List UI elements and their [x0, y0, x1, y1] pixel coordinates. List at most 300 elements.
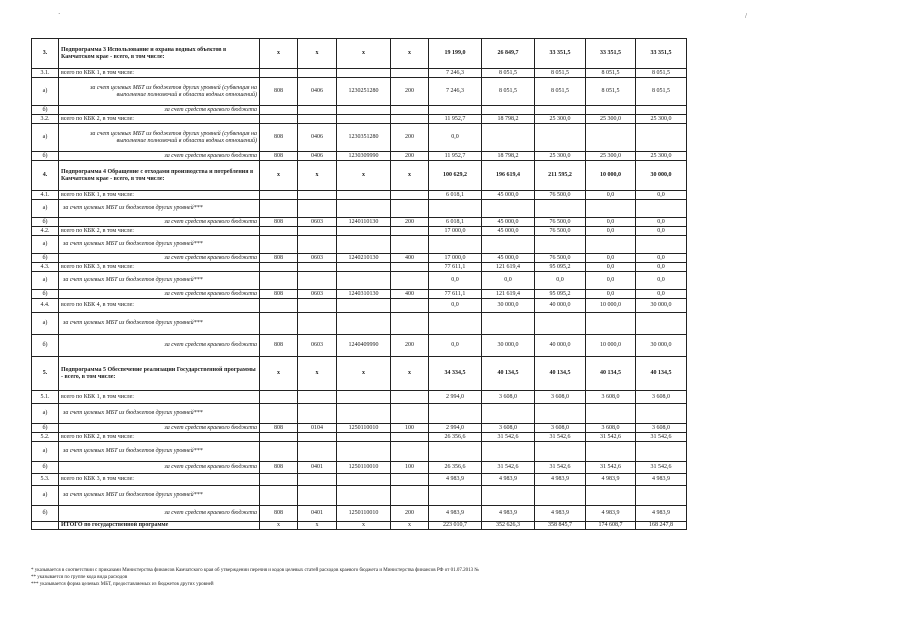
budget-table-page — [31, 38, 687, 530]
cell-csr: 1250110010 — [337, 424, 391, 433]
scan-speck: · — [58, 10, 61, 18]
cell-v4: 8 051,5 — [586, 78, 636, 106]
cell-v3: 95 095,2 — [535, 290, 586, 299]
cell-rz — [298, 69, 337, 78]
cell-v4: 10 000,0 — [586, 299, 636, 313]
cell-v4: 25 300,0 — [586, 115, 636, 124]
cell-v2 — [482, 404, 535, 424]
cell-v5 — [636, 124, 687, 152]
cell-num: б) — [32, 335, 59, 357]
cell-v3: 4 983,9 — [535, 506, 586, 522]
cell-csr: x — [337, 161, 391, 191]
cell-name: за счет целевых МБТ из бюджетов других уровней*** — [59, 272, 260, 290]
cell-grbs — [260, 191, 298, 200]
cell-v1: 7 246,3 — [429, 78, 482, 106]
cell-vr — [391, 200, 429, 218]
cell-name: Подпрограмма 5 Обеспечение реализации Государственной программы - всего, в том числе: — [59, 357, 260, 391]
footnote-3: *** указывается форма целевых МБТ, предоставляемых из бюджетов других уровней — [31, 582, 214, 587]
cell-v1: 26 356,6 — [429, 462, 482, 474]
cell-v3: 76 500,0 — [535, 191, 586, 200]
table-row — [32, 263, 687, 272]
cell-csr — [337, 263, 391, 272]
cell-name: за счет средств краевого бюджета — [59, 254, 260, 263]
cell-v5 — [636, 442, 687, 462]
cell-grbs: 808 — [260, 78, 298, 106]
cell-rz: 0406 — [298, 124, 337, 152]
table-row — [32, 313, 687, 335]
cell-v3: 31 542,6 — [535, 433, 586, 442]
cell-vr — [391, 263, 429, 272]
cell-v4: 31 542,6 — [586, 433, 636, 442]
cell-v3 — [535, 442, 586, 462]
cell-vr: 200 — [391, 218, 429, 227]
cell-csr — [337, 236, 391, 254]
cell-rz: 0603 — [298, 290, 337, 299]
cell-v2 — [482, 313, 535, 335]
cell-vr: x — [391, 522, 429, 530]
cell-grbs: x — [260, 39, 298, 69]
cell-grbs: 808 — [260, 462, 298, 474]
cell-grbs — [260, 115, 298, 124]
cell-csr — [337, 442, 391, 462]
cell-v1: 11 952,7 — [429, 152, 482, 161]
cell-num: б) — [32, 424, 59, 433]
cell-num: б) — [32, 152, 59, 161]
table-row — [32, 299, 687, 313]
cell-name: за счет средств краевого бюджета — [59, 424, 260, 433]
cell-rz: 0603 — [298, 254, 337, 263]
cell-v4: 33 351,5 — [586, 39, 636, 69]
cell-grbs: 808 — [260, 254, 298, 263]
table-row — [32, 152, 687, 161]
cell-v2: 18 798,2 — [482, 152, 535, 161]
cell-v4 — [586, 106, 636, 115]
cell-num: а) — [32, 124, 59, 152]
cell-rz: x — [298, 522, 337, 530]
cell-v3: 40 134,5 — [535, 357, 586, 391]
cell-vr — [391, 486, 429, 506]
cell-rz — [298, 263, 337, 272]
cell-v3: 95 095,2 — [535, 263, 586, 272]
cell-grbs — [260, 313, 298, 335]
cell-v1: 17 000,0 — [429, 227, 482, 236]
cell-v5: 4 983,9 — [636, 506, 687, 522]
cell-grbs — [260, 69, 298, 78]
cell-num: б) — [32, 290, 59, 299]
cell-csr — [337, 474, 391, 486]
cell-num: а) — [32, 200, 59, 218]
cell-v1 — [429, 200, 482, 218]
cell-name: за счет целевых МБТ из бюджетов других уровней*** — [59, 442, 260, 462]
cell-v2 — [482, 124, 535, 152]
cell-rz: 0603 — [298, 335, 337, 357]
cell-v3: 25 300,0 — [535, 115, 586, 124]
cell-grbs — [260, 299, 298, 313]
cell-num: а) — [32, 486, 59, 506]
cell-rz: x — [298, 357, 337, 391]
cell-vr: x — [391, 161, 429, 191]
cell-rz — [298, 474, 337, 486]
cell-csr: x — [337, 357, 391, 391]
table-row — [32, 522, 687, 530]
cell-name: за счет средств краевого бюджета — [59, 506, 260, 522]
cell-v5: 8 051,5 — [636, 78, 687, 106]
cell-v5 — [636, 106, 687, 115]
cell-v3: 40 000,0 — [535, 299, 586, 313]
cell-v4 — [586, 404, 636, 424]
cell-v5: 25 300,0 — [636, 115, 687, 124]
cell-v4 — [586, 200, 636, 218]
cell-num: 5.2. — [32, 433, 59, 442]
cell-v2: 31 542,6 — [482, 462, 535, 474]
cell-name: за счет целевых МБТ из бюджетов других уровней (субвенция на выполнение полномочий в области водных отношений) — [59, 78, 260, 106]
cell-name: за счет средств краевого бюджета — [59, 335, 260, 357]
table-row — [32, 218, 687, 227]
cell-v2: 196 619,4 — [482, 161, 535, 191]
cell-v5: 0,0 — [636, 290, 687, 299]
cell-name: за счет целевых МБТ из бюджетов других уровней*** — [59, 200, 260, 218]
cell-vr — [391, 115, 429, 124]
cell-grbs: x — [260, 522, 298, 530]
table-row — [32, 272, 687, 290]
cell-rz — [298, 391, 337, 404]
cell-csr — [337, 299, 391, 313]
cell-v1: 2 994,0 — [429, 424, 482, 433]
cell-rz: 0603 — [298, 218, 337, 227]
cell-csr — [337, 227, 391, 236]
footnotes — [31, 567, 691, 588]
cell-rz — [298, 313, 337, 335]
cell-v4 — [586, 313, 636, 335]
cell-csr: 1230309990 — [337, 152, 391, 161]
cell-csr: 1230251280 — [337, 78, 391, 106]
cell-csr — [337, 191, 391, 200]
cell-v1 — [429, 404, 482, 424]
table-row — [32, 124, 687, 152]
cell-vr: 400 — [391, 254, 429, 263]
table-row — [32, 191, 687, 200]
cell-rz — [298, 272, 337, 290]
cell-v2: 4 983,9 — [482, 474, 535, 486]
cell-num: 3.1. — [32, 69, 59, 78]
budget-table — [31, 38, 687, 530]
cell-vr — [391, 391, 429, 404]
cell-v5 — [636, 313, 687, 335]
cell-name: Подпрограмма 4 Обращение с отходами производства и потребления в Камчатском крае - всего, в том числе: — [59, 161, 260, 191]
cell-v5: 168 247,8 — [636, 522, 687, 530]
table-row — [32, 391, 687, 404]
cell-name: Подпрограмма 3 Использование и охрана водных объектов в Камчатском крае - всего, в том числе: — [59, 39, 260, 69]
cell-v2: 0,0 — [482, 272, 535, 290]
cell-vr — [391, 474, 429, 486]
cell-csr: 1250110010 — [337, 462, 391, 474]
cell-v1 — [429, 106, 482, 115]
table-row — [32, 433, 687, 442]
cell-v3: 33 351,5 — [535, 39, 586, 69]
cell-v3 — [535, 124, 586, 152]
cell-csr — [337, 433, 391, 442]
cell-v3: 4 983,9 — [535, 474, 586, 486]
cell-grbs: 808 — [260, 218, 298, 227]
cell-v2 — [482, 106, 535, 115]
cell-csr — [337, 115, 391, 124]
cell-v4: 0,0 — [586, 254, 636, 263]
cell-name: за счет целевых МБТ из бюджетов других уровней*** — [59, 313, 260, 335]
cell-num: 5.3. — [32, 474, 59, 486]
cell-v5: 0,0 — [636, 263, 687, 272]
cell-num: 5.1. — [32, 391, 59, 404]
cell-v3: 358 845,7 — [535, 522, 586, 530]
cell-grbs — [260, 391, 298, 404]
cell-v2: 121 619,4 — [482, 290, 535, 299]
cell-v1: 0,0 — [429, 272, 482, 290]
table-row — [32, 200, 687, 218]
cell-grbs: x — [260, 357, 298, 391]
cell-grbs — [260, 474, 298, 486]
cell-v4: 0,0 — [586, 218, 636, 227]
cell-rz — [298, 191, 337, 200]
cell-num: а) — [32, 404, 59, 424]
cell-grbs — [260, 433, 298, 442]
cell-v2 — [482, 200, 535, 218]
cell-csr: 1250110010 — [337, 506, 391, 522]
cell-v2 — [482, 236, 535, 254]
cell-v3: 76 500,0 — [535, 254, 586, 263]
cell-v4: 4 983,9 — [586, 506, 636, 522]
cell-v3: 25 300,0 — [535, 152, 586, 161]
cell-v5: 25 300,0 — [636, 152, 687, 161]
cell-num: б) — [32, 106, 59, 115]
cell-v3: 0,0 — [535, 272, 586, 290]
cell-v4: 4 983,9 — [586, 474, 636, 486]
cell-v4: 0,0 — [586, 272, 636, 290]
cell-num: 3.2. — [32, 115, 59, 124]
cell-v1 — [429, 442, 482, 462]
cell-v2: 121 619,4 — [482, 263, 535, 272]
cell-name: за счет целевых МБТ из бюджетов других уровней*** — [59, 486, 260, 506]
cell-rz — [298, 442, 337, 462]
cell-vr: 200 — [391, 78, 429, 106]
cell-v5: 31 542,6 — [636, 462, 687, 474]
cell-csr — [337, 200, 391, 218]
cell-name: всего по КБК 1, в том числе: — [59, 391, 260, 404]
cell-v5: 0,0 — [636, 191, 687, 200]
cell-num: б) — [32, 462, 59, 474]
table-row — [32, 424, 687, 433]
cell-v5: 30 000,0 — [636, 299, 687, 313]
cell-v4: 25 300,0 — [586, 152, 636, 161]
cell-v4: 31 542,6 — [586, 462, 636, 474]
cell-rz — [298, 115, 337, 124]
table-row — [32, 335, 687, 357]
cell-v2: 8 051,5 — [482, 78, 535, 106]
cell-csr — [337, 404, 391, 424]
cell-num: 5. — [32, 357, 59, 391]
cell-name: всего по КБК 3, в том числе: — [59, 474, 260, 486]
cell-v3: 31 542,6 — [535, 462, 586, 474]
cell-v4 — [586, 124, 636, 152]
cell-v5: 3 608,0 — [636, 391, 687, 404]
cell-grbs — [260, 200, 298, 218]
cell-vr: 200 — [391, 152, 429, 161]
cell-vr — [391, 313, 429, 335]
cell-num: 4.2. — [32, 227, 59, 236]
cell-num: б) — [32, 254, 59, 263]
cell-num: 3. — [32, 39, 59, 69]
cell-v2: 30 000,0 — [482, 335, 535, 357]
cell-grbs — [260, 486, 298, 506]
cell-grbs — [260, 272, 298, 290]
cell-v1: 223 010,7 — [429, 522, 482, 530]
cell-csr: x — [337, 522, 391, 530]
cell-v2: 26 849,7 — [482, 39, 535, 69]
cell-v4 — [586, 236, 636, 254]
cell-v5: 0,0 — [636, 272, 687, 290]
cell-grbs: x — [260, 161, 298, 191]
cell-v2: 352 626,3 — [482, 522, 535, 530]
table-row — [32, 115, 687, 124]
cell-v2: 40 134,5 — [482, 357, 535, 391]
footnote-1: * указывается в соответствии с приказами Министерства финансов Камчатского края об утверждении перечня и кодов целевых статей расходов краевого бюджета и Министерства финансов РФ от 01.07.2013 № — [31, 568, 480, 573]
cell-rz: 0401 — [298, 462, 337, 474]
cell-vr — [391, 442, 429, 462]
cell-num — [32, 522, 59, 530]
cell-v4: 3 608,0 — [586, 424, 636, 433]
cell-vr: 100 — [391, 462, 429, 474]
cell-grbs: 808 — [260, 506, 298, 522]
cell-vr: 400 — [391, 290, 429, 299]
cell-v4 — [586, 486, 636, 506]
cell-rz — [298, 236, 337, 254]
cell-name: за счет средств краевого бюджета — [59, 462, 260, 474]
cell-v3: 40 000,0 — [535, 335, 586, 357]
cell-v5 — [636, 486, 687, 506]
cell-grbs: 808 — [260, 124, 298, 152]
cell-num: а) — [32, 78, 59, 106]
cell-v1: 77 611,1 — [429, 263, 482, 272]
cell-v1: 0,0 — [429, 124, 482, 152]
table-row — [32, 106, 687, 115]
table-row — [32, 442, 687, 462]
cell-csr: 1240310130 — [337, 290, 391, 299]
cell-v3: 8 051,5 — [535, 69, 586, 78]
cell-vr — [391, 236, 429, 254]
cell-name: за счет средств краевого бюджета — [59, 290, 260, 299]
cell-csr: x — [337, 39, 391, 69]
cell-grbs: 808 — [260, 424, 298, 433]
cell-v2 — [482, 442, 535, 462]
cell-vr: 200 — [391, 506, 429, 522]
cell-name: за счет средств краевого бюджета — [59, 218, 260, 227]
table-row — [32, 227, 687, 236]
cell-v5: 0,0 — [636, 254, 687, 263]
cell-num: 4.1. — [32, 191, 59, 200]
cell-name: всего по КБК 3, в том числе: — [59, 263, 260, 272]
cell-v4: 0,0 — [586, 290, 636, 299]
cell-v1: 26 356,6 — [429, 433, 482, 442]
cell-v3: 76 500,0 — [535, 218, 586, 227]
cell-csr — [337, 106, 391, 115]
cell-v4: 174 608,7 — [586, 522, 636, 530]
cell-v5: 30 000,0 — [636, 161, 687, 191]
cell-csr — [337, 313, 391, 335]
cell-name: всего по КБК 2, в том числе: — [59, 115, 260, 124]
cell-v4: 0,0 — [586, 227, 636, 236]
cell-vr: 200 — [391, 124, 429, 152]
cell-num: б) — [32, 218, 59, 227]
cell-name: ИТОГО по государственной программе — [59, 522, 260, 530]
cell-name: за счет средств краевого бюджета — [59, 106, 260, 115]
cell-v5: 4 983,9 — [636, 474, 687, 486]
cell-v4 — [586, 442, 636, 462]
cell-v2 — [482, 486, 535, 506]
cell-v2: 31 542,6 — [482, 433, 535, 442]
cell-v4: 8 051,5 — [586, 69, 636, 78]
table-body — [32, 39, 687, 530]
cell-name: за счет целевых МБТ из бюджетов других уровней (субвенция на выполнение полномочий в области водных отношений) — [59, 124, 260, 152]
cell-v5: 0,0 — [636, 218, 687, 227]
cell-v4: 40 134,5 — [586, 357, 636, 391]
cell-rz — [298, 106, 337, 115]
cell-v2: 3 608,0 — [482, 424, 535, 433]
cell-rz: x — [298, 161, 337, 191]
cell-rz — [298, 486, 337, 506]
cell-name: за счет целевых МБТ из бюджетов других уровней*** — [59, 404, 260, 424]
cell-csr — [337, 391, 391, 404]
cell-v1 — [429, 313, 482, 335]
cell-v1: 2 994,0 — [429, 391, 482, 404]
cell-rz: 0406 — [298, 152, 337, 161]
table-row — [32, 474, 687, 486]
table-row — [32, 462, 687, 474]
cell-v3: 3 608,0 — [535, 424, 586, 433]
cell-name: всего по КБК 2, в том числе: — [59, 433, 260, 442]
cell-v3 — [535, 236, 586, 254]
table-row — [32, 486, 687, 506]
cell-v5: 8 051,5 — [636, 69, 687, 78]
cell-v2: 45 000,0 — [482, 227, 535, 236]
cell-csr: 1240110130 — [337, 218, 391, 227]
cell-grbs — [260, 236, 298, 254]
cell-rz: 0401 — [298, 506, 337, 522]
cell-v1: 11 952,7 — [429, 115, 482, 124]
cell-v5 — [636, 200, 687, 218]
cell-num: 4.3. — [32, 263, 59, 272]
cell-v5 — [636, 236, 687, 254]
cell-v1: 19 199,0 — [429, 39, 482, 69]
cell-grbs — [260, 442, 298, 462]
cell-vr: x — [391, 357, 429, 391]
cell-csr — [337, 69, 391, 78]
cell-rz: 0406 — [298, 78, 337, 106]
cell-vr — [391, 433, 429, 442]
cell-v5: 40 134,5 — [636, 357, 687, 391]
cell-rz — [298, 299, 337, 313]
cell-v2: 45 000,0 — [482, 254, 535, 263]
cell-v1: 6 018,1 — [429, 191, 482, 200]
table-row — [32, 290, 687, 299]
cell-name: всего по КБК 2, в том числе: — [59, 227, 260, 236]
cell-num: б) — [32, 506, 59, 522]
cell-v2: 45 000,0 — [482, 191, 535, 200]
cell-v5: 3 608,0 — [636, 424, 687, 433]
cell-v4: 0,0 — [586, 263, 636, 272]
cell-v4: 10 000,0 — [586, 161, 636, 191]
cell-v3 — [535, 404, 586, 424]
cell-v2: 3 608,0 — [482, 391, 535, 404]
cell-v4: 3 608,0 — [586, 391, 636, 404]
cell-v1: 100 629,2 — [429, 161, 482, 191]
